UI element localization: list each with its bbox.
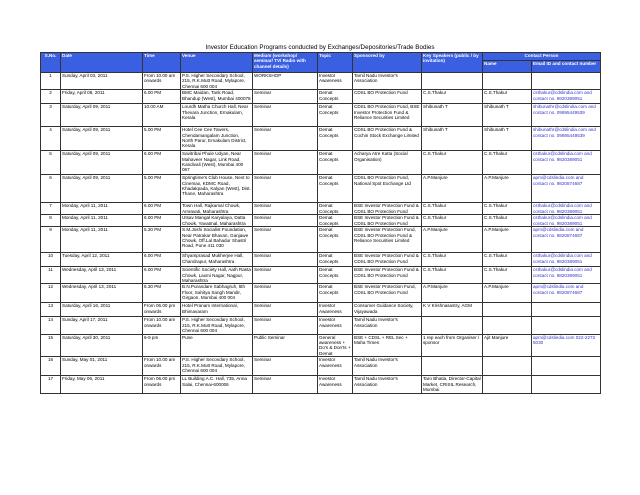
cell-sponsored: BSE Investor Protection Fund, CDSL BO Protection Fund [353, 284, 422, 303]
cell-email[interactable]: csthakur@cdslindia.com and contact no. 9820389051 [532, 267, 601, 284]
cell-topic: Demat Concepts [318, 227, 353, 253]
cell-sno: 3 [41, 104, 61, 127]
header-medium: Medium (workshop/ seminar/ TV/ Radio with channel details) [253, 53, 318, 73]
cell-date: Saturday, April 09, 2011 [61, 127, 143, 151]
cell-venue: Hotel Cee Cee Towers, Chendamangalam Junction, North Parur, Ernakulam District, Kerala [181, 127, 253, 151]
cell-email [532, 317, 601, 334]
cell-medium: Seminar [253, 175, 318, 203]
cell-sno: 5 [41, 151, 61, 175]
cell-email[interactable]: csthakur@cdslindia.com and contact no. 9820389051 [532, 253, 601, 267]
header-topic: Topic [318, 53, 353, 73]
cell-medium: Seminar [253, 303, 318, 317]
cell-topic: Demat Concepts [318, 151, 353, 175]
cell-time: 6.00 PM [143, 215, 181, 227]
cell-sno: 16 [41, 357, 61, 376]
cell-sno: 8 [41, 215, 61, 227]
cell-time: 6.00 PM [143, 267, 181, 284]
table-row [41, 127, 601, 151]
cell-sno: 1 [41, 73, 61, 90]
cell-sponsored: CDSL BO Protection Fund [353, 90, 422, 104]
cell-topic: Demat Concepts [318, 284, 353, 303]
cell-name: Shibunath T [483, 127, 532, 151]
programs-table [40, 52, 601, 394]
table-row [41, 317, 601, 334]
cell-speakers: C.S.Thakur [422, 253, 483, 267]
cell-email [532, 73, 601, 90]
cell-sponsored: CDSL BO Protection Fund & Cochin Stock Exchange Limited [353, 127, 422, 151]
cell-email [532, 376, 601, 393]
cell-sponsored: BSE Investor Protection Fund & CDSL BO Protection Fund [353, 267, 422, 284]
cell-date: Saturday, April 16, 2011 [61, 303, 143, 317]
cell-medium: Seminar [253, 203, 318, 215]
cell-medium: Seminar [253, 357, 318, 376]
header-venue: Venue [181, 53, 253, 73]
cell-date: Sunday, April 03, 2011 [61, 73, 143, 90]
cell-sponsored: BSE Investor Protection Fund & CDSL BO Protection Fund [353, 203, 422, 215]
cell-speakers: Shibunath T [422, 127, 483, 151]
cell-email [532, 303, 601, 317]
cell-topic: General awareness + Do's & Don'ts + Demat [319, 334, 351, 356]
table-row [41, 334, 601, 357]
cell-email[interactable]: shibunathr@cdslindia.com and contact no. 09895449539 [532, 127, 601, 151]
cell-name [483, 357, 532, 376]
cell-topic: Investor Awareness [318, 317, 353, 334]
cell-venue: Utsav Mangal Karyalaya, Datta Chowk, Yavatmal, Maharashtra [181, 215, 253, 227]
cell-email[interactable]: apm@cdslindia.com 022-2272 5030 [532, 334, 601, 357]
cell-topic: Demat Concepts [318, 175, 353, 203]
cell-date: Sunday, April 17, 2011 [61, 317, 143, 334]
cell-time: 5.30 PM [143, 284, 181, 303]
table-row [41, 151, 601, 175]
cell-medium: Seminar [253, 317, 318, 334]
cell-date: Sunday, May 01, 2011 [61, 357, 143, 376]
cell-name [483, 376, 532, 393]
cell-medium: Seminar [253, 284, 318, 303]
cell-name: C.S.Thakur [483, 203, 532, 215]
cell-speakers: Taro Bhatia, Director-Capital Market, CRISIL Research, Mumbai [423, 376, 481, 393]
cell-time: 6.00 PM [143, 203, 181, 215]
cell-name [483, 317, 532, 334]
cell-speakers: A.P.Manjure [422, 284, 483, 303]
cell-date: Monday, April 11, 2011 [61, 215, 143, 227]
table-row [41, 303, 601, 317]
cell-sponsored: BSE + CDSL + REL Sec + Maha Times [353, 334, 422, 357]
cell-sno: 6 [41, 175, 61, 203]
cell-date: Saturday, April 09, 2011 [61, 104, 143, 127]
cell-speakers: A.P.Manjure [422, 175, 483, 203]
table-row [41, 227, 601, 253]
cell-speakers: Shibunath T [422, 104, 483, 127]
header-contact: Contact Person [483, 53, 601, 61]
cell-email[interactable]: apm@cdslindia.com and contact no. 9820874687 [532, 284, 601, 303]
cell-medium: Seminar [253, 253, 318, 267]
cell-time: 6-9 pm [143, 334, 181, 357]
cell-venue: Springtime's Club House, Next to Cinemax, KDMC Road, Khadakpada, Kalyan (West), Dist. Thane, Maharashtra [181, 175, 253, 203]
cell-medium: Seminar [253, 127, 318, 151]
cell-time: From 10.00 am onwards [143, 357, 181, 376]
cell-date: Saturday, April 09, 2011 [61, 151, 143, 175]
cell-time: From 10.00 am onwards [143, 73, 181, 90]
cell-speakers: A.P.Manjure [422, 227, 483, 253]
cell-name [483, 303, 532, 317]
cell-time: 5.30 PM [143, 227, 181, 253]
cell-topic: Demat Concepts [318, 253, 353, 267]
cell-email[interactable]: shibunathr@cdslindia.com and contact no. 09895449539 [532, 104, 601, 127]
page-title: Investor Education Programs conducted by Exchanges/Depositories/Trade Bodies [205, 44, 435, 51]
header-sno: S.No. [41, 53, 61, 73]
cell-medium: WORKSHOP [253, 73, 318, 90]
cell-venue: Shyamprasad Mukherjee Hall, Chandrapur, Maharashtra [181, 253, 253, 267]
cell-topic: Investor Awareness [318, 357, 353, 376]
table-row [41, 376, 601, 393]
cell-medium: Seminar [253, 104, 318, 127]
cell-time: From 06.00 pm onwards [143, 303, 181, 317]
header-date: Date [61, 53, 143, 73]
cell-topic: Demat Concepts [318, 215, 353, 227]
cell-medium: Seminar [253, 151, 318, 175]
cell-venue: Scientific Society Hall, Aath Rasta Chowk, Laxmi Nagar, Nagpur, Maharashtra [182, 267, 251, 284]
cell-email[interactable]: csthakur@cdslindia.com and contact no. 9820389051 [532, 203, 601, 215]
table-row [41, 215, 601, 227]
cell-venue: P.S. Higher Secondary School, 215, R.K.Mutt Road, Mylapore, Chennai 600 004 [181, 317, 253, 334]
cell-sponsored: BSE Investor Protection Fund & CDSL BO Protection Fund [353, 215, 422, 227]
cell-medium: Public Seminar [253, 334, 318, 357]
cell-date: Saturday, April 30, 2011 [61, 334, 143, 357]
cell-sno: 9 [41, 227, 61, 253]
cell-date: Tuesday, April 12, 2011 [61, 253, 143, 267]
cell-venue: Savitribai Phule Udyan, Near Mahaveer Nagar, Link Road, Kandivali (West), Mumbai 400 067 [181, 151, 253, 175]
cell-speakers: K V Krishnasastry, AGM [422, 303, 483, 317]
cell-sponsored: Tamil Nadu Investor's Association [353, 73, 422, 90]
table-row [41, 90, 601, 104]
cell-speakers: C.S.Thakur [422, 203, 483, 215]
cell-topic: Demat Concepts [318, 203, 353, 215]
cell-sno: 2 [41, 90, 61, 104]
cell-time: 10.00 AM [143, 104, 181, 127]
cell-name [483, 73, 532, 90]
table-row [41, 175, 601, 203]
cell-venue: LL Building A.C. Hall, 735, Anna Salai, Chennai-600006 [181, 376, 253, 393]
cell-date: Wednesday, April 13, 2011 [61, 267, 143, 284]
table-row [41, 104, 601, 127]
cell-time: 6.00 PM [143, 151, 181, 175]
cell-email[interactable]: apm@cdslindia.com and contact no. 9820874687 [532, 175, 601, 203]
cell-date: Monday, April 11, 2011 [61, 227, 143, 253]
cell-sno: 11 [41, 267, 61, 284]
cell-sno: 12 [41, 284, 61, 303]
cell-topic: Demat Concepts [318, 104, 353, 127]
cell-sno: 17 [41, 376, 61, 393]
cell-sponsored: Consumer Guidance Society, Vijayawada [353, 303, 422, 317]
cell-sno: 7 [41, 203, 61, 215]
cell-venue: Hotel Pranam International, Bhimavaram [181, 303, 253, 317]
cell-medium: Seminar [253, 376, 318, 393]
cell-topic: Investor Awareness [318, 303, 353, 317]
cell-medium: Seminar [253, 227, 318, 253]
cell-venue: Pune [181, 334, 253, 357]
cell-date: Friday, May 06, 2011 [61, 376, 143, 393]
cell-medium: Seminar [253, 90, 318, 104]
cell-topic: Investor Awareness [318, 73, 353, 90]
cell-sponsored: CDSL BO Protection Fund, National Spot Exchange Ltd [353, 175, 422, 203]
cell-time: From 10.00 am onwards [143, 317, 181, 334]
table-row [41, 203, 601, 215]
cell-date: Monday, April 11, 2011 [61, 203, 143, 215]
header-speakers: Key Speakers (public / by invitation) [422, 53, 483, 73]
cell-venue: B.N.Purandare Sabhagruh, 5th Floor, Sahitya Sangh Mandir, Girgaon, Mumbai 400 004 [181, 284, 253, 303]
cell-venue: P.S. Higher Secondary School, 215, R.K.Mutt Road, Mylapore, Chennai 600 004 [181, 357, 253, 376]
cell-sno: 14 [41, 317, 61, 334]
cell-name: Ajit Manjure [483, 334, 532, 357]
cell-speakers: C.S.Thakur [422, 215, 483, 227]
cell-name: C.S.Thakur [483, 90, 532, 104]
cell-speakers [422, 73, 483, 90]
header-email: Email ID and contact number [532, 61, 601, 73]
cell-sno: 10 [41, 253, 61, 267]
cell-venue: S.M.Joshi Socialist Foundation, Near Patrakar Bhavan, Ganjawe Chowk, Off.Lal Bahadur Shastri Road, Pune 411 030 [181, 227, 253, 253]
cell-topic: Demat Concepts [318, 127, 353, 151]
cell-speakers: C.S.Thakur [422, 151, 483, 175]
cell-sno: 4 [41, 127, 61, 151]
cell-speakers: C.S.Thakur [422, 90, 483, 104]
header-name: Name [483, 61, 532, 73]
cell-sponsored: Tamil Nadu Investor's Association [353, 317, 422, 334]
cell-venue: Town Hall, Rajkamal Chowk, Amravati, Maharashtra [181, 203, 253, 215]
cell-topic: Investor Awareness [318, 376, 353, 393]
cell-sponsored: BSE Investor Protection Fund, CDSL BO Protection Fund & Reliance Securities Limited [353, 227, 422, 253]
cell-time: 5.00 PM [143, 175, 181, 203]
cell-speakers: C.S.Thakur [422, 267, 483, 284]
cell-sponsored: Tamil Nadu Investor's Association [353, 376, 422, 393]
table-row [41, 253, 601, 267]
cell-medium: Seminar [253, 215, 318, 227]
cell-time: 6.00 PM [143, 253, 181, 267]
cell-venue: BMC Maidan, Tank Road, Bhandup (West), Mumbai 400078 [181, 90, 253, 104]
cell-time: 6.00 PM [143, 90, 181, 104]
cell-venue: P.S. Higher Secondary School, 215, R.K.Mutt Road, Mylapore, Chennai 600 004 [181, 73, 253, 90]
cell-speakers [422, 357, 483, 376]
table-row [41, 73, 601, 90]
cell-name: A.P.Manjure [483, 175, 532, 203]
cell-sponsored: BSE Investor Protection Fund & CDSL BO Protection Fund [353, 253, 422, 267]
cell-name: Shibunath T [483, 104, 532, 127]
header-time: Time [143, 53, 181, 73]
cell-name: C.S.Thakur [483, 151, 532, 175]
table-row [41, 357, 601, 376]
table-row [41, 284, 601, 303]
cell-email[interactable]: csthakur@cdslindia.com and contact no. 9820389051 [532, 90, 601, 104]
cell-speakers [422, 317, 483, 334]
cell-medium: Seminar [253, 267, 318, 284]
cell-sponsored: Tamil Nadu Investor's Association [353, 357, 422, 376]
table-row [41, 267, 601, 284]
cell-name: C.S.Thakur [483, 215, 532, 227]
cell-date: Saturday, April 09, 2011 [61, 175, 143, 203]
cell-email[interactable]: csthakur@cdslindia.com and contact no. 9820389051 [532, 151, 601, 175]
cell-topic: Demat Concepts [318, 267, 353, 284]
cell-name: A.P.Manjure [483, 284, 532, 303]
cell-sno: 15 [41, 334, 61, 357]
cell-name: C.S.Thakur [483, 267, 532, 284]
cell-name: A.P.Manjure [483, 227, 532, 253]
header-sponsored: Sponsored by [353, 53, 422, 73]
cell-sponsored: Acharya Atre Katta (Social Organisation) [353, 151, 422, 175]
cell-time: From 06.00 pm onwards [143, 376, 181, 393]
cell-email[interactable]: apm@cdslindia.com and contact no. 9820874687 [532, 227, 601, 253]
cell-speakers: 1 rep each from Organiser / sponsor [422, 334, 483, 357]
cell-date: Wednesday, April 13, 2011 [61, 284, 143, 303]
cell-name: C.S.Thakur [483, 253, 532, 267]
cell-topic: Demat Concepts [318, 90, 353, 104]
cell-date: Friday, April 08, 2011 [61, 90, 143, 104]
cell-email[interactable]: csthakur@cdslindia.com and contact no. 9820389051 [532, 215, 601, 227]
cell-sponsored: CDSL BO Protection Fund, BSE Investor Protection Fund & Reliance Securities Limited [353, 104, 422, 127]
cell-sno: 13 [41, 303, 61, 317]
cell-time: 5.00 PM [143, 127, 181, 151]
cell-email [532, 357, 601, 376]
cell-venue: Lourdh Matha Church Hall, Near Thevara Junction, Ernakulam, Kerala [181, 104, 253, 127]
